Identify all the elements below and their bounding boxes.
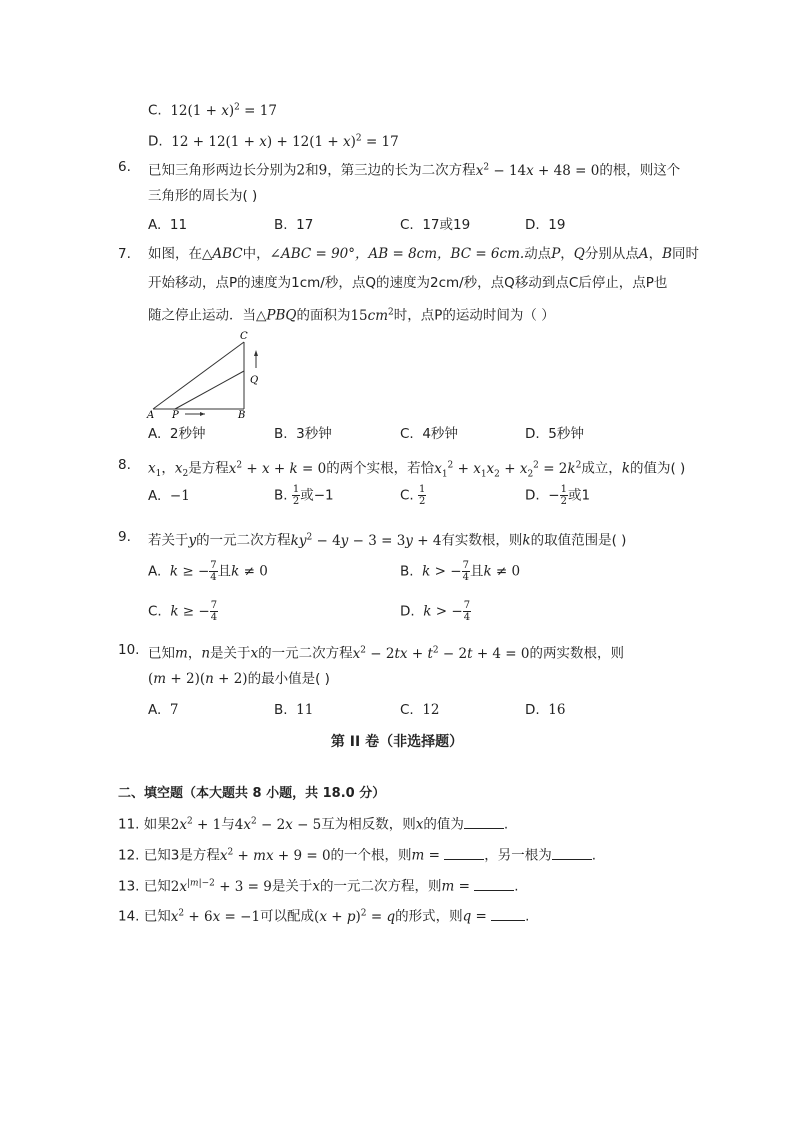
q7-option-b: B. 3秒钟 [274,426,332,442]
q6-option-a: A. 11 [148,217,188,233]
q6-option-b: B. 17 [274,217,314,233]
fig-label-b: B [238,410,246,420]
q9-stem: 若关于y的一元二次方程$ky^2 - 4y - 3 = 3y + 4$有实数根，则k的取值范围是( ) [148,532,627,549]
q14-answer-blank[interactable] [491,908,525,921]
fig-label-c: C [240,331,248,342]
q8-stem: $x_1$，$x_2$是方程$x^2 + x + k = 0$的两个实根，若恰$x_1^2 + x_1x_2 + x_2^2 = 2k^2$成立，k的值为( ) [148,460,686,480]
fig-label-a: A [147,410,155,420]
q11-answer-blank[interactable] [464,816,504,829]
q7-option-d: D. 5秒钟 [525,426,584,442]
q13-answer-blank[interactable] [474,878,514,891]
q7-number: 7. [118,246,131,262]
q9-option-d: D. k > − $\frac{7}{4}$ [400,600,471,623]
q8-option-d: D. − $\frac{1}{2}$ 或1 [525,484,591,507]
q11: 11. 如果$2x^2 + 1$与$4x^2 - 2x - 5$互为相反数，则x的值为 . [118,816,509,833]
q7-option-c: C. 4秒钟 [400,426,458,442]
q8-option-b: B. $\frac{1}{2}$ 或−1 [274,484,334,507]
q5-option-d: D. $12 + 12(1 + x) + 12(1 + x)^2 = 17$ [148,133,399,150]
q7-triangle-figure [145,328,270,420]
q9-option-a: A. k ≥ − $\frac{7}{4}$ 且k ≠ 0 [148,560,268,583]
q6-option-d: D. 19 [525,217,566,233]
q10-option-d: D. 16 [525,702,566,718]
q12-answer-blank-m[interactable] [444,847,484,860]
q9-number: 9. [118,529,131,545]
q10-option-c: C. 12 [400,702,440,718]
q8-number: 8. [118,457,131,473]
q6-option-c: C. 17或19 [400,217,471,233]
q10-stem-line2: (m + 2)(n + 2)的最小值是( ) [148,671,330,687]
q14: 14. 已知$x^2 + 6x = -1$可以配成$(x + p)^2 = q$的形式，则q = . [118,908,530,925]
q7-option-a: A. 2秒钟 [148,426,206,442]
q6-number: 6. [118,159,131,175]
q9-option-b: B. k > − $\frac{7}{4}$ 且k ≠ 0 [400,560,521,583]
q10-option-b: B. 11 [274,702,314,718]
part2-heading: 二、填空题（本大题共 8 小题，共 18.0 分） [118,786,386,801]
q13: 13. 已知$2x^{|m|-2} + 3 = 9$是关于x的一元二次方程，则m = . [118,878,519,895]
q10-number: 10. [118,642,140,658]
q8-option-a: A. −1 [148,488,190,504]
section-title: 第 II 卷（非选择题） [330,734,464,750]
q6-stem-line1: 已知三角形两边长分别为2和9，第三边的长为二次方程$x^2 - 14x + 48 = 0$的根，则这个 [148,162,681,179]
fig-label-p: P [172,410,179,420]
q6-stem-line2: 三角形的周长为( ) [148,188,258,204]
q10-stem-line1: 已知m，n是关于x的一元二次方程$x^2 - 2tx + t^2 - 2t + 4 = 0$的两实数根，则 [148,645,624,662]
fig-label-q: Q [250,375,259,386]
q7-stem-line2: 开始移动，点P的速度为1cm/秒，点Q的速度为2cm/秒，点Q移动到点C后停止，点P也 [148,275,668,291]
q9-option-c: C. k ≥ − $\frac{7}{4}$ [148,600,218,623]
q7-stem-line1: 如图，在△ABC中，∠ABC = 90°，AB = 8cm，BC = 6cm.动点P，Q分别从点A，B同时 [148,246,700,262]
q12-answer-blank-root[interactable] [552,847,592,860]
q12: 12. 已知3是方程$x^2$ + mx + 9 = 0的一个根，则m = ，另一根为 . [118,847,597,864]
q8-option-c: C. $\frac{1}{2}$ [400,484,426,507]
q10-option-a: A. 7 [148,702,179,718]
q5-option-c: C. $12(1 + x)^2 = 17$ [148,102,277,119]
q7-stem-line3: 随之停止运动．当△PBQ的面积为$15cm^2$时，点P的运动时间为（ ） [148,307,555,324]
